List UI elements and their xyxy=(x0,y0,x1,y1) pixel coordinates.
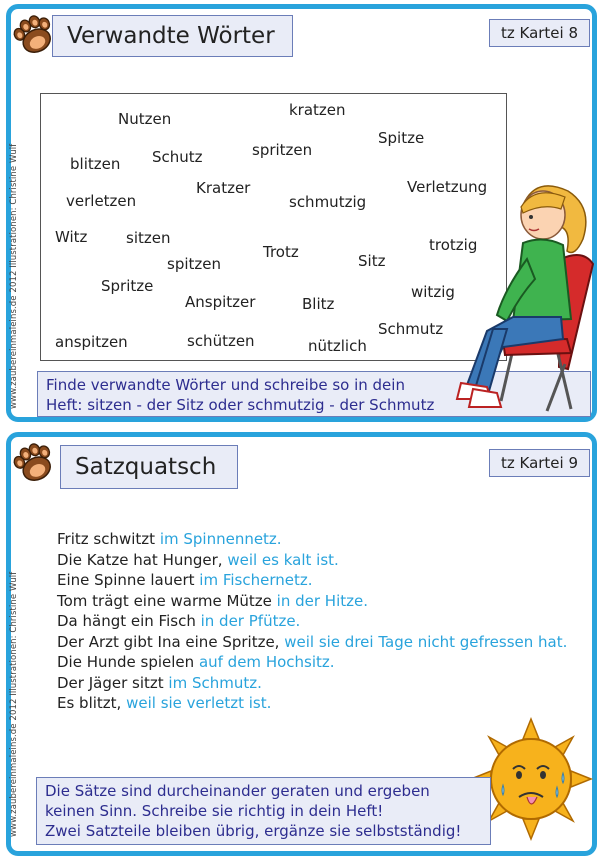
word-item: spritzen xyxy=(252,141,313,159)
sentence-item: Der Arzt gibt Ina eine Spritze, weil sie drei Tage nicht gefressen hat. xyxy=(57,632,568,651)
word-item: spitzen xyxy=(167,255,221,273)
word-item: Spritze xyxy=(101,277,154,295)
card-title: Verwandte Wörter xyxy=(52,15,293,57)
word-item: Nutzen xyxy=(118,110,172,128)
kartei-label: tz Kartei 8 xyxy=(489,19,590,47)
sentence-item: Fritz schwitzt im Spinnennetz. xyxy=(57,530,282,548)
word-item: Sitz xyxy=(358,252,386,270)
word-item: Spitze xyxy=(378,129,425,147)
word-item: sitzen xyxy=(126,229,171,247)
word-item: schützen xyxy=(187,332,255,350)
word-item: trotzig xyxy=(429,236,478,254)
word-item: Blitz xyxy=(302,295,335,313)
girl-on-chair-illustration xyxy=(443,179,598,419)
word-item: Kratzer xyxy=(196,179,251,197)
word-item: Schmutz xyxy=(378,320,444,338)
word-item: Verletzung xyxy=(407,178,488,196)
word-box xyxy=(40,93,507,361)
word-item: kratzen xyxy=(289,101,346,119)
instruction-line: Finde verwandte Wörter und schreibe so in dein xyxy=(46,376,405,394)
sentence-list xyxy=(57,529,567,714)
sentence-item: Da hängt ein Fisch in der Pfütze. xyxy=(57,612,301,630)
paw-icon xyxy=(13,443,57,487)
sentence-item: Es blitzt, weil sie verletzt ist. xyxy=(57,694,272,712)
sentence-item: Der Jäger sitzt im Schmutz. xyxy=(57,673,262,692)
sentence-item: Eine Spinne lauert im Fischernetz. xyxy=(57,571,313,589)
sentence-item: Die Hunde spielen auf dem Hochsitz. xyxy=(57,653,335,671)
kartei-label: tz Kartei 9 xyxy=(489,449,590,477)
instruction-line: Heft: sitzen - der Sitz oder schmutzig - der Schmutz xyxy=(46,396,435,414)
word-item: Schutz xyxy=(152,148,203,166)
card-title: Satzquatsch xyxy=(60,445,238,489)
word-item: nützlich xyxy=(308,337,367,355)
word-item: schmutzig xyxy=(289,193,367,211)
credit-text: www.zaubereinmaleins.de 2012 Illustrationen: Christine Wulf xyxy=(9,143,19,409)
word-item: witzig xyxy=(411,283,455,301)
word-item: Trotz xyxy=(263,243,299,261)
sentence-item: Tom trägt eine warme Mütze in der Hitze. xyxy=(57,591,368,610)
word-item: anspitzen xyxy=(55,333,128,351)
instruction-line: Zwei Satzteile bleiben übrig, ergänze sie selbstständig! xyxy=(45,822,462,840)
word-item: Witz xyxy=(55,228,88,246)
card-verwandte-woerter xyxy=(6,4,597,422)
paw-icon xyxy=(13,15,57,59)
instruction-line: Die Sätze sind durcheinander geraten und ergeben xyxy=(45,782,430,800)
card-satzquatsch xyxy=(6,432,597,856)
word-item: verletzen xyxy=(66,192,137,210)
word-item: Anspitzer xyxy=(185,293,256,311)
credit-text: www.zaubereinmaleins.de 2012 Illustrationen: Christine Wulf xyxy=(9,571,19,837)
sentence-item: Die Katze hat Hunger, weil es kalt ist. xyxy=(57,550,339,569)
word-item: blitzen xyxy=(70,155,121,173)
instruction-box xyxy=(36,777,491,845)
instruction-line: keinen Sinn. Schreibe sie richtig in dein Heft! xyxy=(45,802,384,820)
